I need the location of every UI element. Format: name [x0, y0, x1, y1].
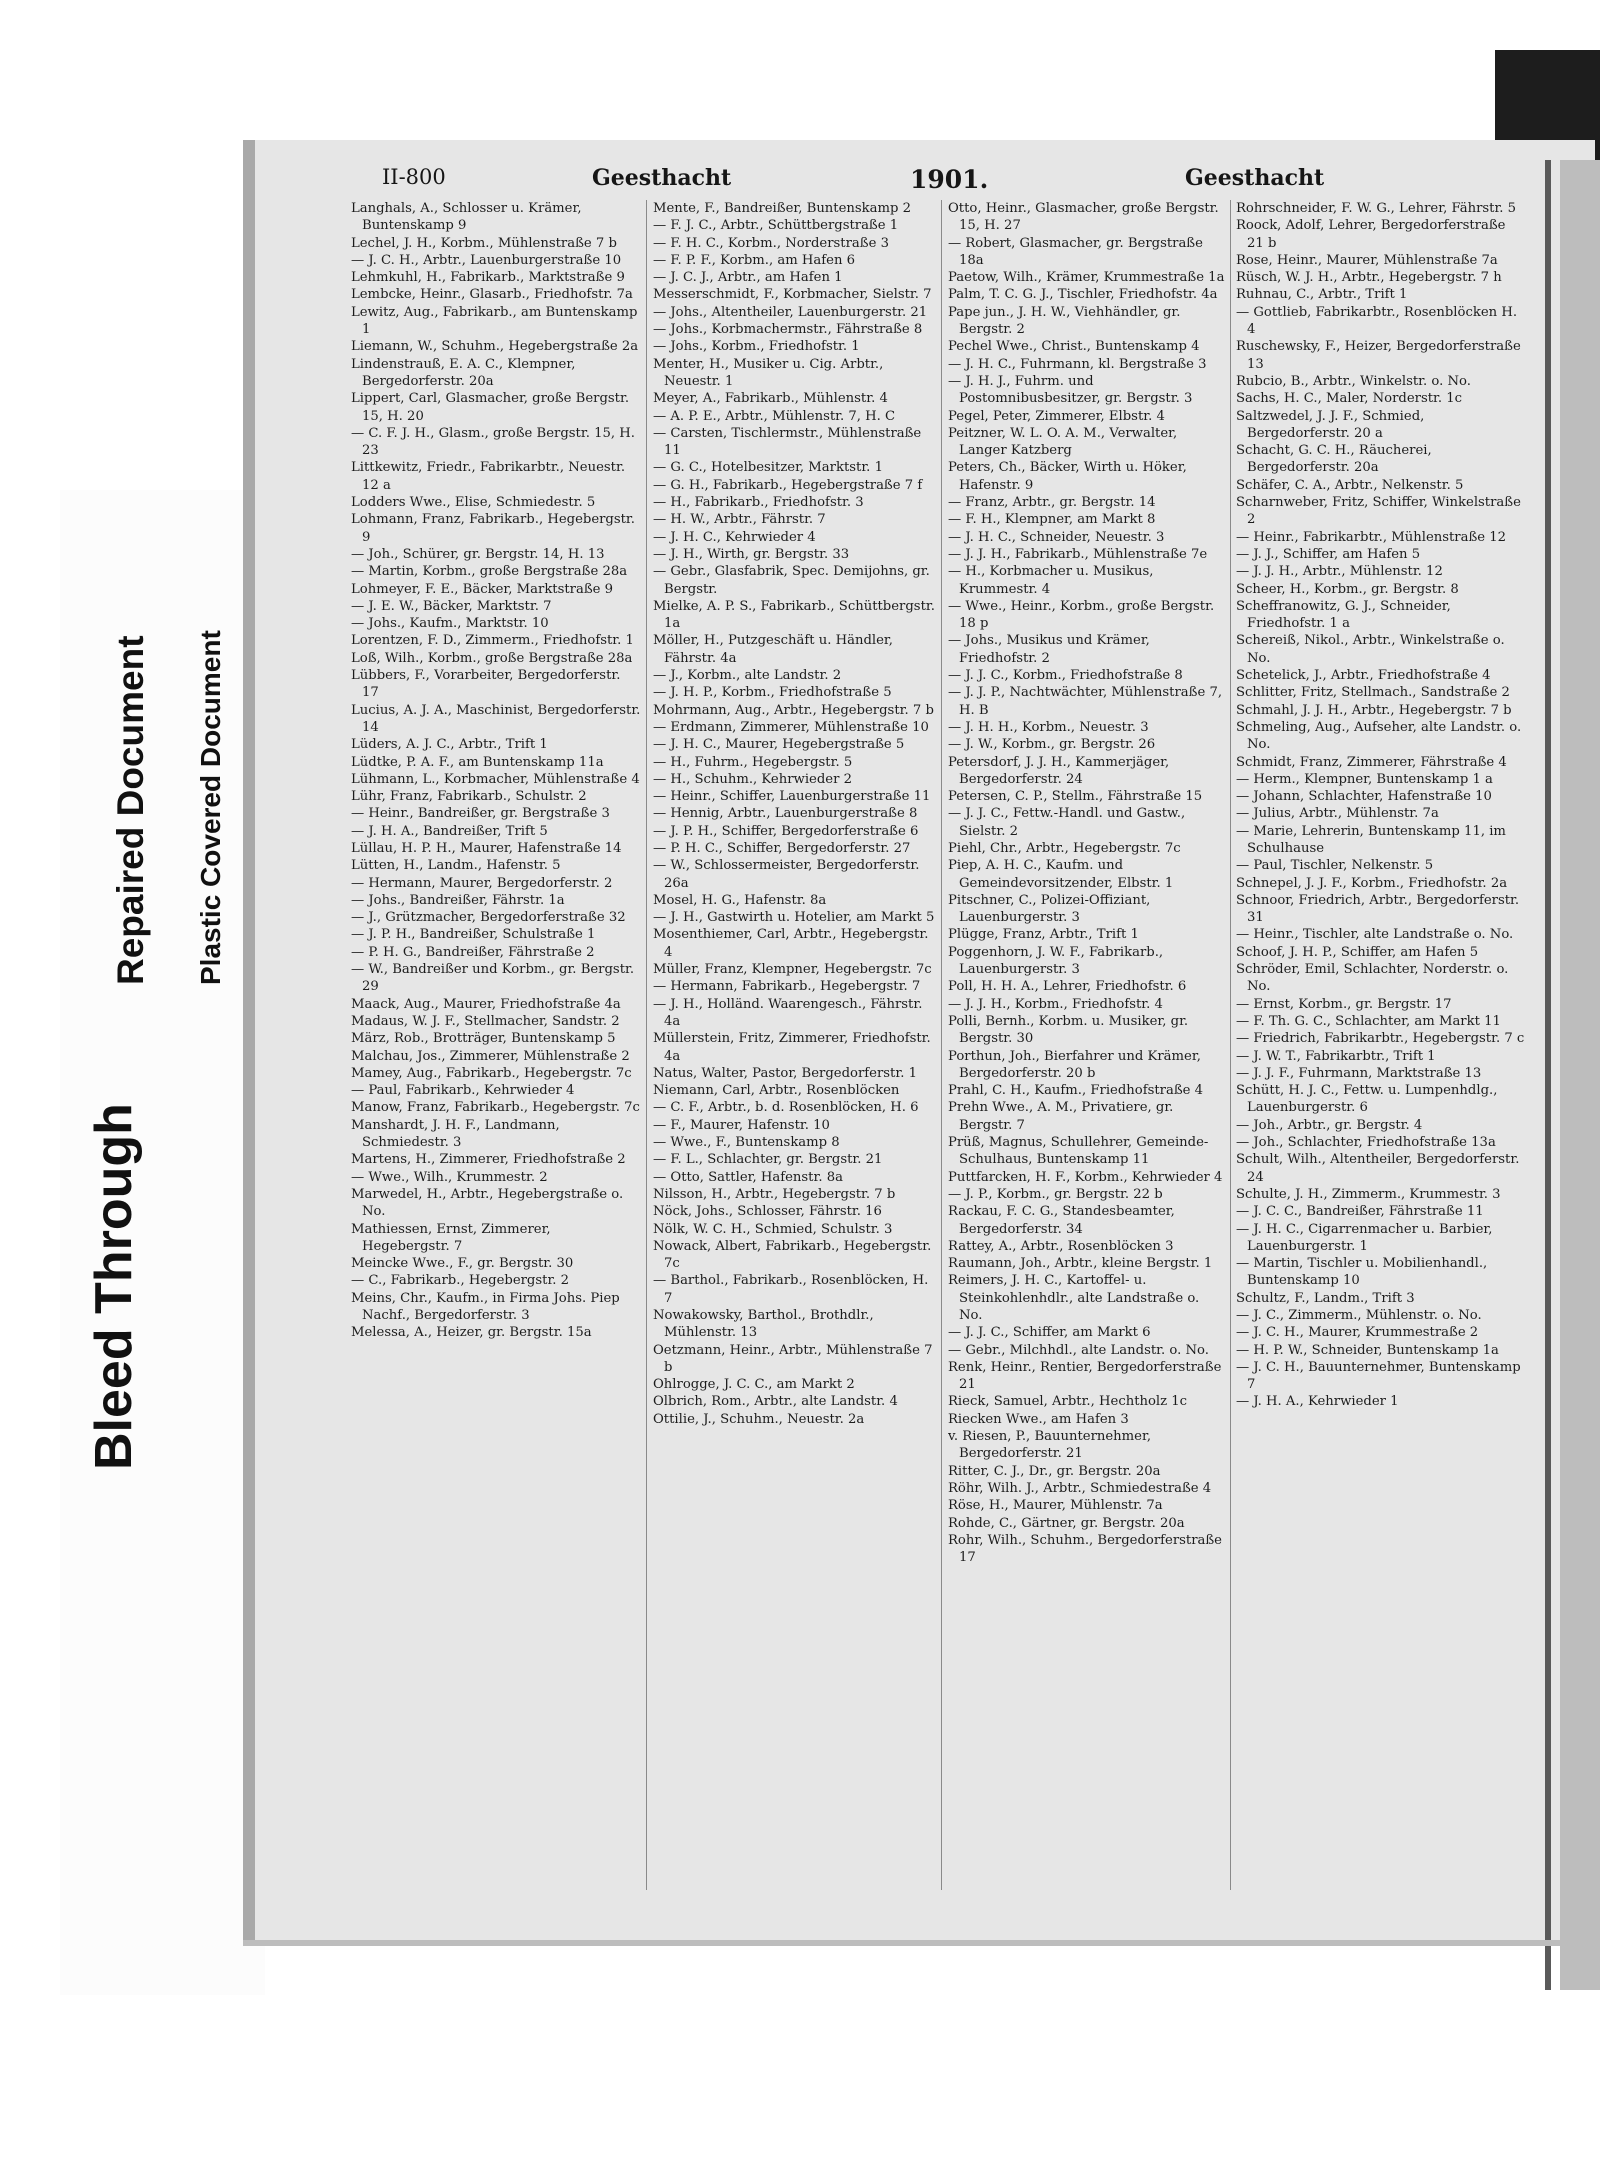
directory-entry: — F., Maurer, Hafenstr. 10 [653, 1117, 830, 1133]
directory-entry: — Marie, Lehrerin, Buntenskamp 11, im Schulhause [1236, 823, 1506, 856]
directory-entry: — Johs., Kaufm., Marktstr. 10 [351, 616, 549, 632]
directory-entry: Melessa, A., Heizer, gr. Bergstr. 15a [351, 1325, 592, 1341]
directory-entry: — P. H. C., Schiffer, Bergedorferstr. 27 [653, 840, 911, 856]
directory-entry: Ottilie, J., Schuhm., Neuestr. 2a [653, 1411, 865, 1427]
directory-entry: — Gebr., Glasfabrik, Spec. Demijohns, gr. Bergstr. [653, 564, 930, 597]
directory-entry: Roock, Adolf, Lehrer, Bergedorferstraße 21 b [1236, 218, 1506, 251]
directory-entry: Langhals, A., Schlosser u. Krämer, Buntenskamp 9 [351, 201, 582, 234]
directory-entry: Palm, T. C. G. J., Tischler, Friedhofstr. 4a [948, 287, 1218, 303]
directory-entry: Schoof, J. H. P., Schiffer, am Hafen 5 [1236, 944, 1479, 960]
directory-entry: — F. Th. G. C., Schlachter, am Markt 11 [1236, 1013, 1501, 1029]
directory-entry: — J. J. C., Fettw.-Handl. und Gastw., Sielstr. 2 [948, 806, 1186, 839]
directory-entry: Pape jun., J. H. W., Viehhändler, gr. Bergstr. 2 [948, 304, 1181, 338]
directory-entry: Peters, Ch., Bäcker, Wirth u. Höker, Hafenstr. 9 [948, 460, 1187, 493]
repaired-document-label: Repaired Document [110, 635, 151, 985]
directory-entry: — J. J. F., Fuhrmann, Marktstraße 13 [1236, 1065, 1482, 1081]
directory-entry: Maack, Aug., Maurer, Friedhofstraße 4a [351, 996, 621, 1012]
plastic-covered-label: Plastic Covered Document [195, 630, 226, 985]
directory-entry: Madaus, W. J. F., Stellmacher, Sandstr. 2 [351, 1013, 620, 1029]
directory-entry: — Johs., Korbm., Friedhofstr. 1 [653, 339, 860, 355]
directory-entry: Pegel, Peter, Zimmerer, Elbstr. 4 [948, 408, 1165, 424]
directory-entry: Lehmkuhl, H., Fabrikarb., Marktstraße 9 [351, 270, 625, 286]
directory-entry: Schult, Wilh., Altentheiler, Bergedorferstr. 24 [1236, 1152, 1520, 1185]
directory-entry: — J. H., Wirth, gr. Bergstr. 33 [653, 546, 850, 562]
directory-entry: — J. C., Zimmerm., Mühlenstr. o. No. [1236, 1308, 1482, 1323]
directory-entry: — Friedrich, Fabrikarbtr., Hegebergstr. 7 c [1236, 1031, 1525, 1047]
directory-entry: Ohlrogge, J. C. C., am Markt 2 [653, 1377, 855, 1393]
directory-entry: Nowack, Albert, Fabrikarb., Hegebergstr. 7c [653, 1238, 932, 1272]
directory-entry: — J. C. H., Bauunternehmer, Buntenskamp 7 [1236, 1359, 1521, 1393]
directory-entry: Mohrmann, Aug., Arbtr., Hegebergstr. 7 b [653, 702, 934, 718]
header-town-right: Geesthacht [1185, 165, 1325, 191]
directory-entry: Schlitter, Fritz, Stellmach., Sandstraße 2 [1236, 685, 1510, 701]
page-number: II-800 [382, 165, 446, 189]
directory-entry: Paetow, Wilh., Krämer, Krummestraße 1a [948, 270, 1225, 286]
column-rule [646, 200, 647, 1890]
directory-entry: Lorentzen, F. D., Zimmerm., Friedhofstr. 1 [351, 633, 634, 649]
directory-entry: März, Rob., Brotträger, Buntenskamp 5 [351, 1031, 616, 1047]
directory-entry: Lucius, A. J. A., Maschinist, Bergedorferstr. 14 [351, 702, 641, 735]
directory-entry: — J. C. H., Arbtr., Lauenburgerstraße 10 [351, 252, 622, 268]
directory-entry: — Paul, Fabrikarb., Kehrwieder 4 [351, 1083, 575, 1099]
directory-entry: — J. J. C., Schiffer, am Markt 6 [948, 1325, 1151, 1341]
directory-entry: Schetelick, J., Arbtr., Friedhofstraße 4 [1236, 668, 1491, 684]
directory-entry: Reimers, J. H. C., Kartoffel- u. Steinkohlenhdlr., alte Landstraße o. No. [948, 1273, 1200, 1323]
directory-entry: — Heinr., Schiffer, Lauenburgerstraße 11 [653, 789, 931, 805]
directory-entry: — H. W., Arbtr., Fährstr. 7 [653, 512, 826, 528]
directory-entry: — C. F. J. H., Glasm., große Bergstr. 15, H. 23 [351, 425, 635, 459]
directory-entry: — J. C. H., Maurer, Krummestraße 2 [1236, 1325, 1479, 1341]
directory-entry: — Johs., Korbmachermstr., Fährstraße 8 [653, 322, 923, 338]
directory-entry: Loß, Wilh., Korbm., große Bergstraße 28a [351, 650, 633, 666]
page-gutter-shadow [243, 140, 255, 1945]
directory-entry: — J. H. H., Korbm., Neuestr. 3 [948, 719, 1149, 735]
directory-entry: Lembcke, Heinr., Glasarb., Friedhofstr. 7a [351, 287, 633, 303]
directory-entry: — Joh., Arbtr., gr. Bergstr. 4 [1236, 1117, 1423, 1133]
directory-entry: — F. H. C., Korbm., Norderstraße 3 [653, 235, 889, 251]
directory-entry: Schmidt, Franz, Zimmerer, Fährstraße 4 [1236, 754, 1507, 770]
directory-entry: — J. H., Holländ. Waarengesch., Fährstr. 4a [653, 996, 923, 1029]
directory-entry: — Julius, Arbtr., Mühlenstr. 7a [1236, 806, 1439, 822]
directory-entry: — A. P. E., Arbtr., Mühlenstr. 7, H. C [653, 408, 896, 424]
directory-entry: — J. W. T., Fabrikarbtr., Trift 1 [1236, 1048, 1436, 1064]
directory-entry: Schulte, J. H., Zimmerm., Krummestr. 3 [1236, 1186, 1501, 1202]
directory-entry: — J. J., Schiffer, am Hafen 5 [1236, 546, 1421, 562]
directory-entry: Schmeling, Aug., Aufseher, alte Landstr. o. No. [1236, 719, 1522, 753]
facing-page-strip [1560, 160, 1600, 1990]
directory-entry: — H., Schuhm., Kehrwieder 2 [653, 771, 852, 787]
directory-entry: Rose, Heinr., Maurer, Mühlenstraße 7a [1236, 252, 1498, 268]
directory-entry: Meyer, A., Fabrikarb., Mühlenstr. 4 [653, 391, 888, 407]
directory-entry: — F. L., Schlachter, gr. Bergstr. 21 [653, 1152, 883, 1168]
directory-entry: — J., Korbm., alte Landstr. 2 [653, 668, 842, 684]
column-rule [1230, 200, 1231, 1890]
directory-entry: Lindenstrauß, E. A. C., Klempner, Bergedorferstr. 20a [351, 356, 576, 389]
directory-entry: — J., Grützmacher, Bergedorferstraße 32 [351, 910, 626, 926]
directory-entry: Mosel, H. G., Hafenstr. 8a [653, 892, 827, 908]
directory-entry: Prüß, Magnus, Schullehrer, Gemeinde-Schulhaus, Buntenskamp 11 [948, 1135, 1209, 1168]
directory-entry: Olbrich, Rom., Arbtr., alte Landstr. 4 [653, 1394, 898, 1410]
directory-entry: — H., Korbmacher u. Musikus, Krummestr. 4 [948, 564, 1154, 597]
directory-entry: Ruschewsky, F., Heizer, Bergedorferstraße 13 [1236, 339, 1521, 372]
directory-entry: Malchau, Jos., Zimmerer, Mühlenstraße 2 [351, 1048, 630, 1064]
directory-entry: — F. J. C., Arbtr., Schüttbergstraße 1 [653, 218, 899, 234]
directory-entry: Piep, A. H. C., Kaufm. und Gemeindevorsitzender, Elbstr. 1 [948, 858, 1174, 891]
directory-entry: — Heinr., Bandreißer, gr. Bergstraße 3 [351, 806, 610, 822]
directory-entry: Ritter, C. J., Dr., gr. Bergstr. 20a [948, 1463, 1161, 1479]
directory-entry: Röse, H., Maurer, Mühlenstr. 7a [948, 1498, 1163, 1514]
directory-entry: Polli, Bernh., Korbm. u. Musiker, gr. Bergstr. 30 [948, 1013, 1189, 1047]
directory-entry: Lübbers, F., Vorarbeiter, Bergedorferstr. 17 [351, 668, 621, 701]
directory-entry: — Ernst, Korbm., gr. Bergstr. 17 [1236, 996, 1452, 1012]
directory-entry: Pitschner, C., Polizei-Offiziant, Lauenburgerstr. 3 [948, 892, 1151, 926]
directory-entry: Poll, H. H. A., Lehrer, Friedhofstr. 6 [948, 979, 1187, 995]
directory-entry: Prahl, C. H., Kaufm., Friedhofstraße 4 [948, 1083, 1204, 1099]
directory-entry: — Hermann, Maurer, Bergedorferstr. 2 [351, 875, 613, 891]
directory-entry: Schäfer, C. A., Arbtr., Nelkenstr. 5 [1236, 477, 1464, 493]
directory-entry: Möller, H., Putzgeschäft u. Händler, Fährstr. 4a [653, 633, 893, 666]
bleed-through-label: Bleed Through [85, 1103, 143, 1470]
directory-entry: — W., Schlossermeister, Bergedorferstr. 26a [653, 858, 920, 891]
directory-entry: Natus, Walter, Pastor, Bergedorferstr. 1 [653, 1065, 917, 1081]
directory-entry: — Hermann, Fabrikarb., Hegebergstr. 7 [653, 979, 921, 995]
directory-entry: Röhr, Wilh. J., Arbtr., Schmiedestraße 4 [948, 1480, 1212, 1496]
directory-entry: — Franz, Arbtr., gr. Bergstr. 14 [948, 495, 1156, 511]
directory-entry: Prehn Wwe., A. M., Privatiere, gr. Bergstr. 7 [948, 1100, 1174, 1133]
directory-entry: — P. H. G., Bandreißer, Fährstraße 2 [351, 944, 595, 960]
directory-entry: — Martin, Tischler u. Mobilienhandl., Buntenskamp 10 [1236, 1256, 1488, 1289]
directory-entry: — Wwe., Wilh., Krummestr. 2 [351, 1169, 548, 1185]
directory-entry: Nilsson, H., Arbtr., Hegebergstr. 7 b [653, 1186, 896, 1202]
directory-entry: Puttfarcken, H. F., Korbm., Kehrwieder 4 [948, 1169, 1223, 1185]
directory-entry: Lühr, Franz, Fabrikarb., Schulstr. 2 [351, 789, 587, 805]
directory-entry: — Joh., Schürer, gr. Bergstr. 14, H. 13 [351, 546, 605, 562]
directory-entry: — J. H. A., Bandreißer, Trift 5 [351, 823, 548, 839]
directory-entry: — J. H. C., Fuhrmann, kl. Bergstraße 3 [948, 356, 1207, 372]
directory-entry: Rattey, A., Arbtr., Rosenblöcken 3 [948, 1238, 1174, 1254]
directory-entry: Poggenhorn, J. W. F., Fabrikarb., Lauenburgerstr. 3 [948, 944, 1164, 978]
directory-entry: Lippert, Carl, Glasmacher, große Bergstr. 15, H. 20 [351, 391, 630, 424]
directory-entry: — F. H., Klempner, am Markt 8 [948, 512, 1156, 528]
directory-entry: Schnoor, Friedrich, Arbtr., Bergedorferstr. 31 [1236, 892, 1520, 926]
directory-entry: Plügge, Franz, Arbtr., Trift 1 [948, 927, 1139, 943]
directory-entry: Mente, F., Bandreißer, Buntenskamp 2 [653, 201, 912, 216]
directory-entry: Oetzmann, Heinr., Arbtr., Mühlenstraße 7 b [653, 1342, 933, 1375]
directory-entry: Schmahl, J. J. H., Arbtr., Hegebergstr. 7 b [1236, 702, 1512, 718]
directory-entry: — W., Bandreißer und Korbm., gr. Bergstr. 29 [351, 962, 635, 995]
header-town-left: Geesthacht [592, 165, 732, 191]
header-year: 1901. [910, 165, 989, 194]
directory-entry: Petersen, C. P., Stellm., Fährstraße 15 [948, 789, 1203, 805]
directory-entry: — J. C. C., Bandreißer, Fährstraße 11 [1236, 1204, 1484, 1220]
directory-entry: — J. P. H., Bandreißer, Schulstraße 1 [351, 927, 596, 943]
directory-entry: Nowakowsky, Barthol., Brothdlr., Mühlenstr. 13 [653, 1308, 874, 1341]
directory-entry: Mathiessen, Ernst, Zimmerer, Hegebergstr. 7 [351, 1221, 551, 1254]
directory-entry: — Hennig, Arbtr., Lauenburgerstraße 8 [653, 806, 918, 822]
directory-entry: Lüllau, H. P. H., Maurer, Hafenstraße 14 [351, 840, 622, 856]
directory-entry: — Barthol., Fabrikarb., Rosenblöcken, H. 7 [653, 1273, 929, 1306]
directory-entry: Müller, Franz, Klempner, Hegebergstr. 7c [653, 962, 932, 978]
directory-entry: Otto, Heinr., Glasmacher, große Bergstr. 15, H. 27 [948, 201, 1219, 234]
directory-entry: — J. P., Korbm., gr. Bergstr. 22 b [948, 1186, 1163, 1202]
directory-entry: Rackau, F. C. G., Standesbeamter, Bergedorferstr. 34 [948, 1204, 1175, 1237]
directory-entry: Messerschmidt, F., Korbmacher, Sielstr. 7 [653, 287, 932, 303]
directory-entry: — J. H. P., Korbm., Friedhofstraße 5 [653, 685, 892, 701]
directory-entry: — Otto, Sattler, Hafenstr. 8a [653, 1169, 843, 1185]
directory-entry: — Carsten, Tischlermstr., Mühlenstraße 11 [653, 425, 922, 459]
directory-entry: — J. H. A., Kehrwieder 1 [1236, 1394, 1399, 1410]
directory-entry: Riecken Wwe., am Hafen 3 [948, 1411, 1129, 1427]
directory-entry: Manshardt, J. H. F., Landmann, Schmiedestr. 3 [351, 1117, 560, 1151]
directory-entry: Ruhnau, C., Arbtr., Trift 1 [1236, 287, 1408, 303]
directory-entry: — Gebr., Milchhdl., alte Landstr. o. No. [948, 1342, 1209, 1358]
directory-entry: Rieck, Samuel, Arbtr., Hechtholz 1c [948, 1394, 1188, 1410]
directory-entry: Lühmann, L., Korbmacher, Mühlenstraße 4 [351, 771, 640, 787]
directory-entry: — J. H. C., Kehrwieder 4 [653, 529, 816, 545]
directory-entry: — G. H., Fabrikarb., Hegebergstraße 7 f [653, 477, 923, 493]
directory-entry: Schröder, Emil, Schlachter, Norderstr. o. No. [1236, 962, 1509, 995]
directory-entry: — J. H., Gastwirth u. Hotelier, am Markt 5 [653, 910, 935, 926]
directory-entry: — Wwe., Heinr., Korbm., große Bergstr. 18 p [948, 598, 1215, 632]
directory-entry: — Martin, Korbm., große Bergstraße 28a [351, 564, 628, 580]
directory-entry: — Herm., Klempner, Buntenskamp 1 a [1236, 771, 1493, 787]
directory-entry: Mosenthiemer, Carl, Arbtr., Hegebergstr. 4 [653, 927, 929, 960]
directory-entry: Raumann, Joh., Arbtr., kleine Bergstr. 1 [948, 1256, 1213, 1272]
directory-entry: Rüsch, W. J. H., Arbtr., Hegebergstr. 7 h [1236, 270, 1502, 286]
directory-column-3 [948, 200, 1225, 1930]
directory-entry: Lohmeyer, F. E., Bäcker, Marktstraße 9 [351, 581, 614, 597]
directory-entry: — J. H. C., Cigarrenmacher u. Barbier, Lauenburgerstr. 1 [1236, 1221, 1493, 1254]
directory-entry: — J. C. J., Arbtr., am Hafen 1 [653, 270, 843, 286]
directory-entry: — H. P. W., Schneider, Buntenskamp 1a [1236, 1342, 1499, 1358]
directory-entry: — Gottlieb, Fabrikarbtr., Rosenblöcken H. 4 [1236, 304, 1518, 338]
directory-column-1 [351, 200, 641, 1930]
directory-entry: Lohmann, Franz, Fabrikarb., Hegebergstr. 9 [351, 512, 635, 545]
directory-column-2 [653, 200, 935, 1930]
directory-entry: — J. H. J., Fuhrm. und Postomnibusbesitzer, gr. Bergstr. 3 [948, 373, 1193, 407]
directory-entry: Pechel Wwe., Christ., Buntenskamp 4 [948, 339, 1200, 355]
directory-entry: Lüdtke, P. A. F., am Buntenskamp 11a [351, 754, 604, 770]
directory-entry: Lütten, H., Landm., Hafenstr. 5 [351, 858, 561, 874]
directory-entry: — J. H. C., Maurer, Hegebergstraße 5 [653, 737, 905, 753]
directory-entry: Rohrschneider, F. W. G., Lehrer, Fährstr. 5 [1236, 201, 1517, 216]
directory-entry: Meins, Chr., Kaufm., in Firma Johs. Piep Nachf., Bergedorferstr. 3 [351, 1290, 620, 1323]
directory-column-4 [1236, 200, 1526, 1930]
directory-entry: — F. P. F., Korbm., am Hafen 6 [653, 252, 856, 268]
directory-entry: Menter, H., Musiker u. Cig. Arbtr., Neuestr. 1 [653, 356, 884, 389]
directory-entry: Renk, Heinr., Rentier, Bergedorferstraße 21 [948, 1359, 1222, 1393]
directory-entry: Müllerstein, Fritz, Zimmerer, Friedhofstr. 4a [653, 1031, 931, 1064]
directory-entry: Lüders, A. J. C., Arbtr., Trift 1 [351, 737, 548, 753]
directory-entry: — Paul, Tischler, Nelkenstr. 5 [1236, 858, 1434, 874]
directory-entry: — J. J. C., Korbm., Friedhofstraße 8 [948, 668, 1183, 684]
directory-entry: Schacht, G. C. H., Räucherei, Bergedorferstr. 20a [1236, 443, 1432, 476]
directory-entry: Rubcio, B., Arbtr., Winkelstr. o. No. [1236, 373, 1471, 389]
directory-entry: Petersdorf, J. J. H., Kammerjäger, Bergedorferstr. 24 [948, 754, 1170, 787]
directory-entry: — C. F., Arbtr., b. d. Rosenblöcken, H. 6 [653, 1100, 919, 1116]
directory-entry: Liemann, W., Schuhm., Hegebergstraße 2a [351, 339, 639, 355]
directory-entry: — Joh., Schlachter, Friedhofstraße 13a [1236, 1135, 1496, 1151]
directory-entry: Niemann, Carl, Arbtr., Rosenblöcken [653, 1083, 900, 1099]
directory-entry: — J. J. H., Korbm., Friedhofstr. 4 [948, 996, 1163, 1012]
page-right-edge [1545, 160, 1551, 1990]
directory-entry: — Heinr., Fabrikarbtr., Mühlenstraße 12 [1236, 529, 1507, 545]
directory-entry: Meincke Wwe., F., gr. Bergstr. 30 [351, 1256, 574, 1272]
directory-entry: — C., Fabrikarb., Hegebergstr. 2 [351, 1273, 570, 1289]
directory-entry: — J. E. W., Bäcker, Marktstr. 7 [351, 598, 552, 614]
directory-entry: — G. C., Hotelbesitzer, Marktstr. 1 [653, 460, 883, 476]
directory-entry: Porthun, Joh., Bierfahrer und Krämer, Bergedorferstr. 20 b [948, 1048, 1201, 1081]
directory-entry: Scharnweber, Fritz, Schiffer, Winkelstraße 2 [1236, 495, 1521, 528]
directory-entry: — J. W., Korbm., gr. Bergstr. 26 [948, 737, 1156, 753]
directory-entry: — J. J. H., Arbtr., Mühlenstr. 12 [1236, 564, 1443, 580]
directory-entry: Nöck, Johs., Schlosser, Fährstr. 16 [653, 1204, 882, 1220]
directory-entry: Mamey, Aug., Fabrikarb., Hegebergstr. 7c [351, 1065, 632, 1081]
directory-entry: Schereiß, Nikol., Arbtr., Winkelstraße o. No. [1236, 633, 1505, 666]
directory-entry: Saltzwedel, J. J. F., Schmied, Bergedorferstr. 20 a [1236, 408, 1425, 441]
directory-entry: Mielke, A. P. S., Fabrikarb., Schüttbergstr. 1a [653, 598, 935, 632]
directory-entry: — H., Fuhrm., Hegebergstr. 5 [653, 754, 853, 770]
directory-entry: — J. J. H., Fabrikarb., Mühlenstraße 7e [948, 546, 1208, 562]
directory-entry: — Johann, Schlachter, Hafenstraße 10 [1236, 789, 1492, 805]
directory-entry: — Johs., Altentheiler, Lauenburgerstr. 21 [653, 304, 928, 320]
directory-entry: Martens, H., Zimmerer, Friedhofstraße 2 [351, 1152, 626, 1168]
directory-entry: Sachs, H. C., Maler, Norderstr. 1c [1236, 391, 1463, 407]
directory-entry: — Erdmann, Zimmerer, Mühlenstraße 10 [653, 719, 929, 735]
directory-entry: Piehl, Chr., Arbtr., Hegebergstr. 7c [948, 840, 1181, 856]
column-rule [941, 200, 942, 1890]
directory-entry: — J. H. C., Schneider, Neuestr. 3 [948, 529, 1165, 545]
directory-entry: Littkewitz, Friedr., Fabrikarbtr., Neuestr. 12 a [351, 460, 626, 493]
directory-entry: Rohde, C., Gärtner, gr. Bergstr. 20a [948, 1515, 1185, 1531]
directory-entry: Peitzner, W. L. O. A. M., Verwalter, Langer Katzberg [948, 425, 1178, 459]
page-bottom-edge [243, 1940, 1595, 1946]
directory-entry: — Johs., Bandreißer, Fährstr. 1a [351, 892, 565, 908]
directory-entry: Marwedel, H., Arbtr., Hegebergstraße o. No. [351, 1186, 624, 1220]
directory-entry: Schultz, F., Landm., Trift 3 [1236, 1290, 1415, 1306]
directory-entry: Nölk, W. C. H., Schmied, Schulstr. 3 [653, 1221, 893, 1237]
directory-entry: — Heinr., Tischler, alte Landstraße o. No. [1236, 927, 1514, 943]
directory-entry: — J. P. H., Schiffer, Bergedorferstraße 6 [653, 823, 919, 839]
directory-entry: — Robert, Glasmacher, gr. Bergstraße 18a [948, 235, 1203, 268]
directory-entry: — Wwe., F., Buntenskamp 8 [653, 1135, 840, 1151]
directory-entry: Schnepel, J. J. F., Korbm., Friedhofstr. 2a [1236, 875, 1508, 891]
directory-entry: Schütt, H. J. C., Fettw. u. Lumpenhdlg., Lauenburgerstr. 6 [1236, 1083, 1498, 1116]
directory-entry: Lechel, J. H., Korbm., Mühlenstraße 7 b [351, 235, 617, 251]
directory-entry: — J. J. P., Nachtwächter, Mühlenstraße 7, H. B [948, 685, 1223, 718]
directory-entry: v. Riesen, P., Bauunternehmer, Bergedorferstr. 21 [948, 1429, 1152, 1462]
directory-entry: — H., Fabrikarb., Friedhofstr. 3 [653, 495, 864, 511]
directory-entry: Scheffranowitz, G. J., Schneider, Friedhofstr. 1 a [1236, 598, 1451, 632]
directory-entry: Manow, Franz, Fabrikarb., Hegebergstr. 7c [351, 1100, 640, 1116]
directory-entry: — Johs., Musikus und Krämer, Friedhofstr. 2 [948, 633, 1150, 666]
directory-entry: Lewitz, Aug., Fabrikarb., am Buntenskamp 1 [351, 304, 638, 338]
directory-entry: Lodders Wwe., Elise, Schmiedestr. 5 [351, 495, 596, 511]
directory-entry: Scheer, H., Korbm., gr. Bergstr. 8 [1236, 581, 1459, 597]
directory-entry: Rohr, Wilh., Schuhm., Bergedorferstraße 17 [948, 1532, 1222, 1566]
